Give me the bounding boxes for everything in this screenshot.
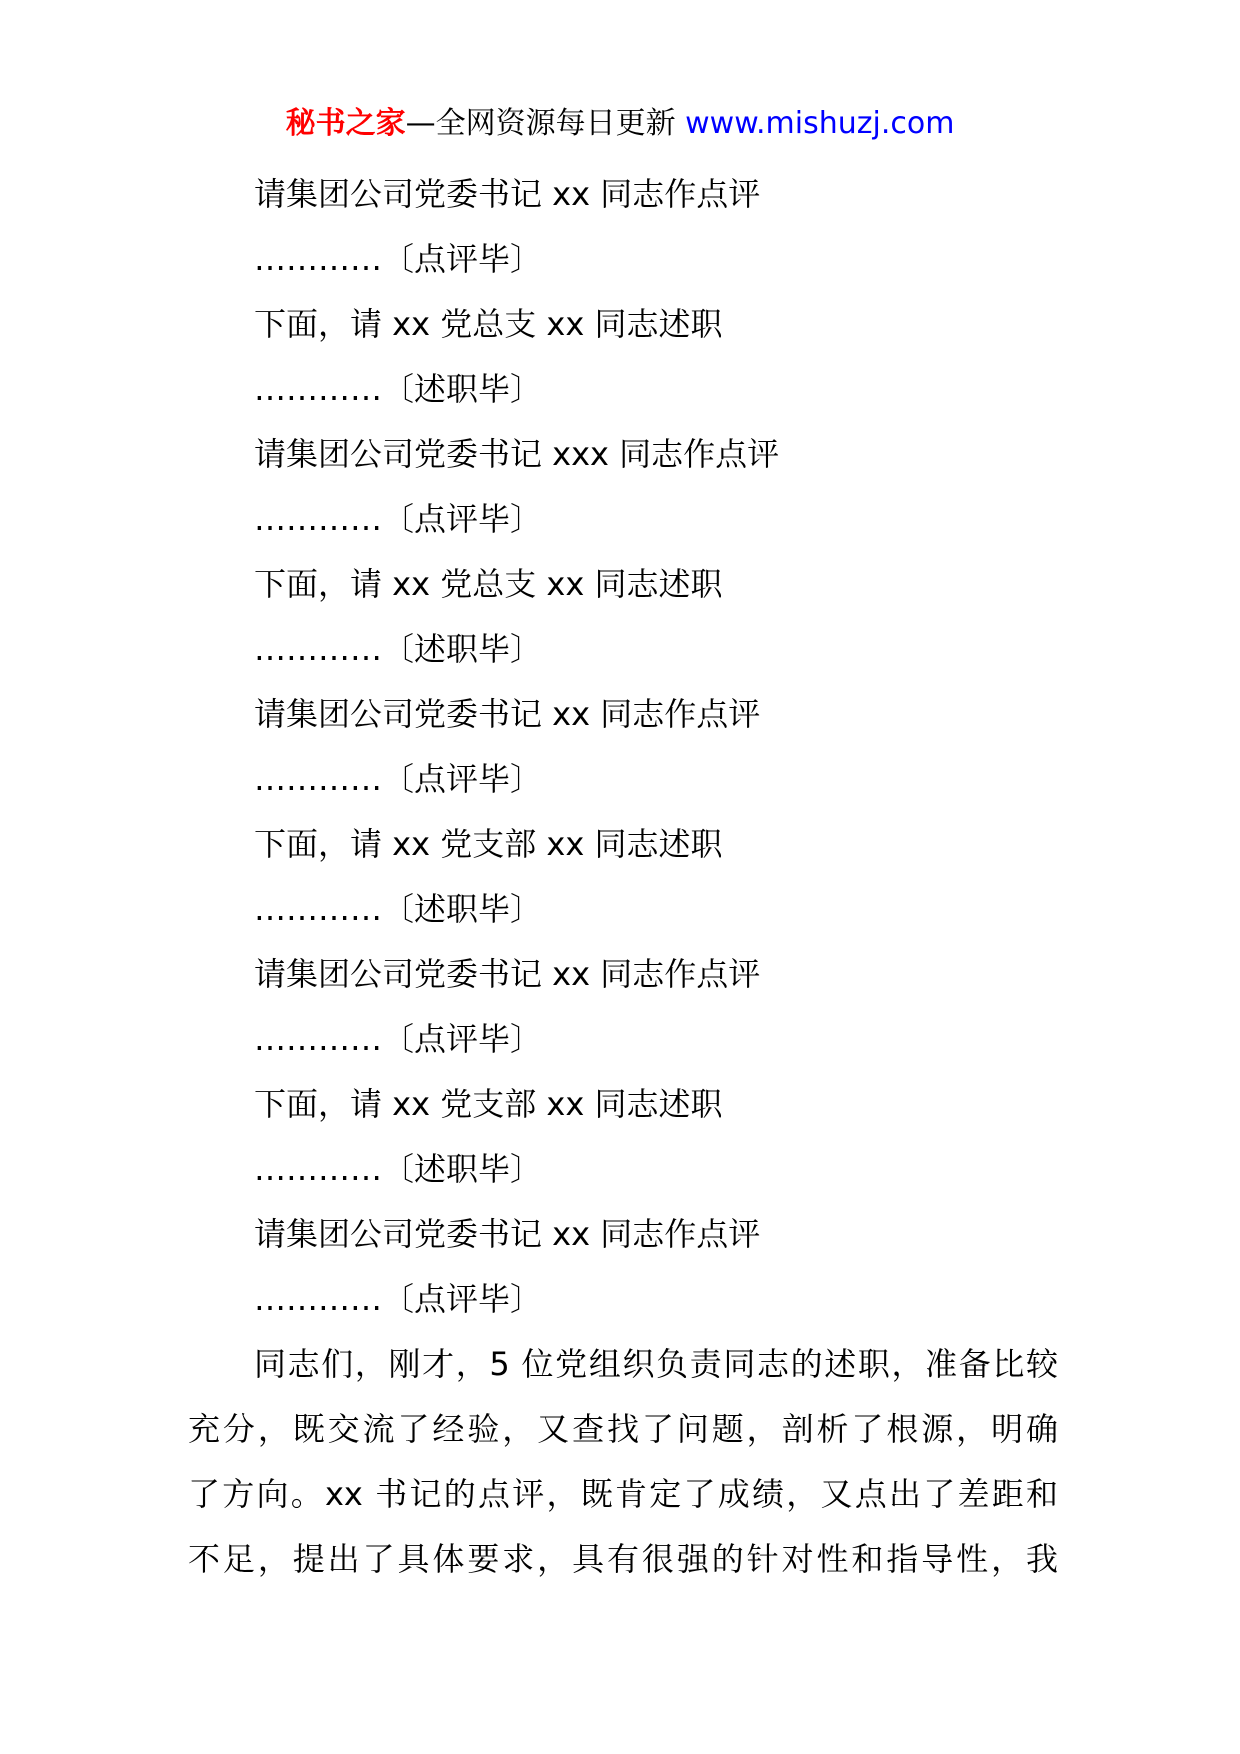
paragraph-line: 充分，既交流了经验，又查找了问题，剖析了根源，明确 bbox=[188, 1410, 1058, 1448]
header-brand: 秘书之家 bbox=[285, 106, 406, 141]
agenda-line: 下面，请 xx 党支部 xx 同志述职 bbox=[254, 825, 723, 863]
agenda-line: …………〔述职毕〕 bbox=[254, 370, 543, 408]
page-header bbox=[0, 102, 1240, 146]
document-body bbox=[188, 162, 1058, 1592]
agenda-line: …………〔述职毕〕 bbox=[254, 1150, 543, 1188]
paragraph-line: 同志们，刚才，5 位党组织负责同志的述职，准备比较 bbox=[254, 1345, 1058, 1383]
header-tagline: —全网资源每日更新 bbox=[405, 106, 676, 141]
agenda-line: …………〔述职毕〕 bbox=[254, 890, 543, 928]
closing-paragraph bbox=[188, 1332, 1058, 1592]
agenda-line: 请集团公司党委书记 xx 同志作点评 bbox=[254, 175, 761, 213]
agenda-line: 下面，请 xx 党总支 xx 同志述职 bbox=[254, 565, 723, 603]
agenda-line: 请集团公司党委书记 xx 同志作点评 bbox=[254, 695, 761, 733]
agenda-line: 请集团公司党委书记 xx 同志作点评 bbox=[254, 1215, 761, 1253]
agenda-line: …………〔点评毕〕 bbox=[254, 1280, 543, 1318]
paragraph-line: 了方向。xx 书记的点评，既肯定了成绩，又点出了差距和 bbox=[188, 1475, 1058, 1513]
agenda-line: 下面，请 xx 党总支 xx 同志述职 bbox=[254, 305, 723, 343]
paragraph-line: 不足，提出了具体要求，具有很强的针对性和指导性，我 bbox=[188, 1540, 1058, 1578]
agenda-line: …………〔点评毕〕 bbox=[254, 240, 543, 278]
agenda-line: …………〔述职毕〕 bbox=[254, 630, 543, 668]
agenda-line: …………〔点评毕〕 bbox=[254, 1020, 543, 1058]
agenda-line: 请集团公司党委书记 xx 同志作点评 bbox=[254, 955, 761, 993]
agenda-line: …………〔点评毕〕 bbox=[254, 760, 543, 798]
agenda-line: 下面，请 xx 党支部 xx 同志述职 bbox=[254, 1085, 723, 1123]
header-url[interactable]: www.mishuzj.com bbox=[685, 106, 955, 141]
agenda-line: …………〔点评毕〕 bbox=[254, 500, 543, 538]
agenda-line: 请集团公司党委书记 xxx 同志作点评 bbox=[254, 435, 780, 473]
